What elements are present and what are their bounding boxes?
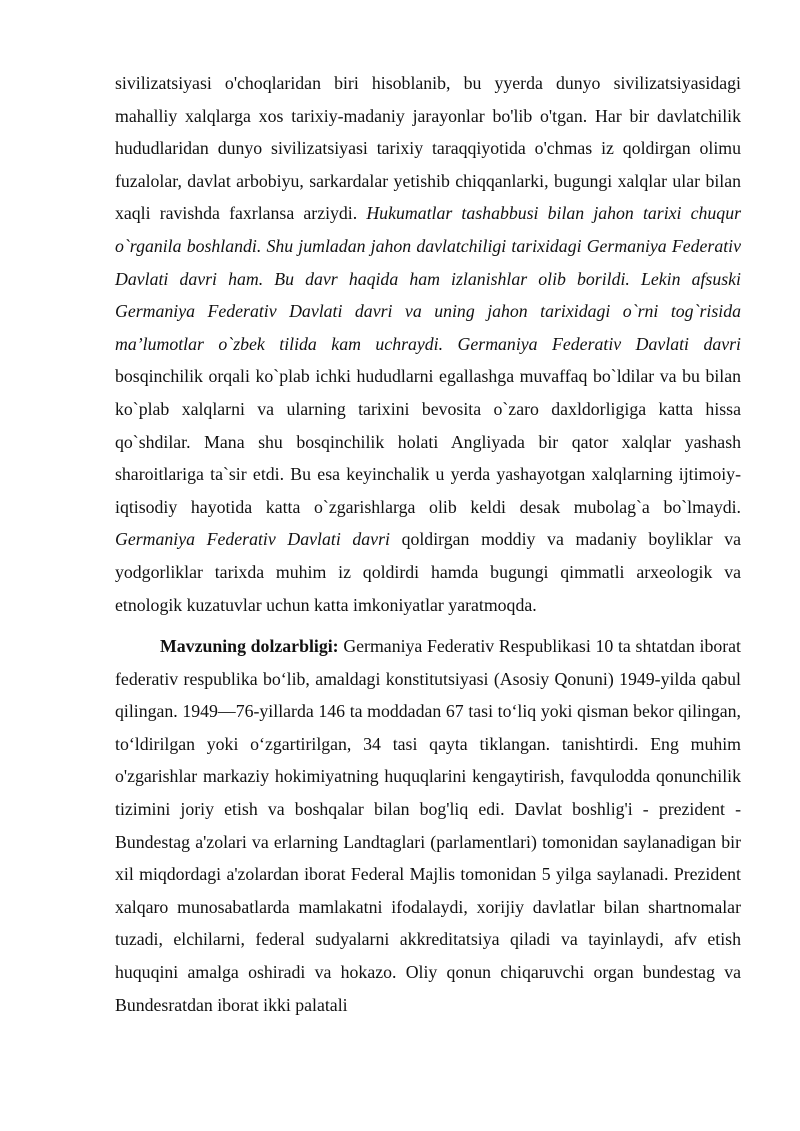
paragraph-intro-text-3: qoldirgan moddiy va madaniy boyliklar va yodgorliklar tarixda muhim iz qoldirdi hamda bugungi qimmatli arxeologik va etnologik kuzatuvlar uchun katta imkoniyatlar yaratmoqda. <box>115 529 741 615</box>
paragraph-intro-text-1: sivilizatsiyasi o'choqlaridan biri hisoblanib, bu yyerda dunyo sivilizatsiyasidagi mahalliy xalqlarga xos tarixiy-madaniy jarayonlar bo'lib o'tgan. Har bir davlatchilik hududlaridan dunyo sivilizatsiyasi tarixiy taraqqiyotida o'chmas iz qoldirgan olimu fuzalolar, davlat arbobiyu, sarkardalar yetishib chiqqanlarki, bugungi xalqlar ular bilan xaqli ravishda faxrlansa arziydi. <box>115 73 741 224</box>
relevance-text: Germaniya Federativ Respublikasi 10 ta shtatdan iborat federativ respublika bo‘lib, amaldagi konstitutsiyasi (Asosiy Qonuni) 1949-yilda qabul qilingan. 1949—76-yillarda 146 ta moddadan 67 tasi to‘liq yoki qisman bekor qilingan, to‘ldirilgan yoki o‘zgartirilgan, 34 tasi qayta tiklangan. tanishtirdi. Eng muhim o'zgarishlar markaziy hokimiyatning huquqlarini kengaytirish, favqulodda qonunchilik tizimini joriy etish va boshqalar bilan bog'liq edi. Davlat boshlig'i - prezident - Bundestag a'zolari va erlarning Landtaglari (parlamentlari) tomonidan saylanadigan bir xil miqdordagi a'zolardan iborat Federal Majlis tomonidan 5 yilga saylanadi. Prezident xalqaro munosabatlarda mamlakatni ifodalaydi, xorijiy davlatlar bilan shartnomalar tuzadi, elchilarni, federal sudyalarni akkreditatsiya qiladi va tayinlaydi, afv etish huquqini amalga oshiradi va hokazo. Oliy qonun chiqaruvchi organ bundestag va Bundesratdan iborat ikki palatali <box>115 636 741 1015</box>
relevance-heading: Mavzuning dolzarbligi: <box>160 636 339 657</box>
paragraph-intro-italic-2: Germaniya Federativ Davlati davri <box>115 529 390 550</box>
document-page <box>115 67 741 1021</box>
paragraph-intro <box>115 67 741 621</box>
paragraph-relevance <box>115 630 741 1021</box>
paragraph-intro-italic-1: Hukumatlar tashabbusi bilan jahon tarixi chuqur o`rganila boshlandi. Shu jumladan jahon davlatchiligi tarixidagi Germaniya Federativ Davlati davri ham. Bu davr haqida ham izlanishlar olib borildi. Lekin afsuski Germaniya Federativ Davlati davri va uning jahon tarixidagi o`rni tog`risida ma’lumotlar o`zbek tilida kam uchraydi. Germaniya Federativ Davlati davri <box>115 203 742 354</box>
paragraph-intro-text-2: bosqinchilik orqali ko`plab ichki hududlarni egallashga muvaffaq bo`ldilar va bu bilan ko`plab xalqlarni va ularning tarixini bevosita o`zaro daxldorligiga katta hissa qo`shdilar. Mana shu bosqinchilik holati Angliyada bir qator xalqlar yashash sharoitlariga ta`sir etdi. Bu esa keyinchalik u yerda yashayotgan xalqlarning ijtimoiy-iqtisodiy hayotida katta o`zgarishlarga olib keldi desak mubolag`a bo`lmaydi. <box>115 366 741 517</box>
